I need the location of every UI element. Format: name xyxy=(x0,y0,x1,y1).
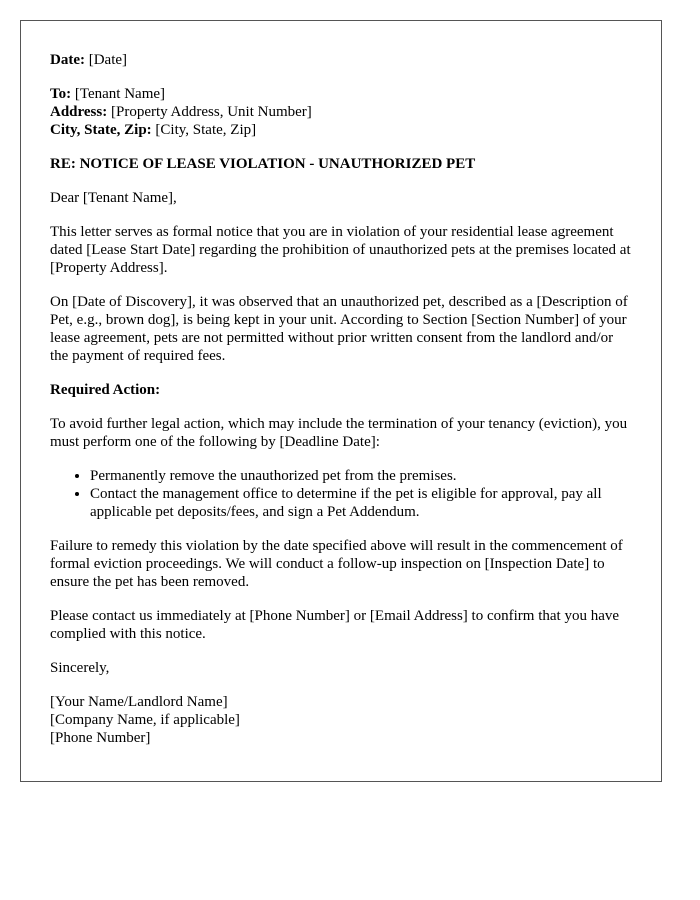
date-value: [Date] xyxy=(88,52,128,68)
body-paragraph-2: On [Date of Discovery], it was observed that an unauthorized pet, described as a [Description of Pet, e.g., brown dog], is being kept in your unit. According to Section [Section Number] of your lease agreement, pets are not permitted without prior written consent from the landlord and/or the payment of required fees. xyxy=(50,294,628,364)
city-label: City, State, Zip: xyxy=(50,122,152,138)
to-line xyxy=(50,85,633,103)
city-line xyxy=(50,121,633,139)
action-item: • Permanently remove the unauthorized pet from the premises. xyxy=(90,467,633,485)
address-line xyxy=(50,103,633,121)
subject-line: RE: NOTICE OF LEASE VIOLATION - UNAUTHORIZED PET xyxy=(50,156,476,172)
sign-off: Sincerely, xyxy=(50,660,110,676)
to-label: To: xyxy=(50,86,72,102)
required-action-heading: Required Action: xyxy=(50,382,161,398)
signer-name: [Your Name/Landlord Name] xyxy=(50,694,228,710)
salutation: Dear [Tenant Name], xyxy=(50,190,177,206)
address-label: Address: xyxy=(50,104,108,120)
date-label: Date: xyxy=(50,52,85,68)
recipient-block xyxy=(50,85,633,139)
action-list xyxy=(50,467,633,521)
body-paragraph-5: Please contact us immediately at [Phone Number] or [Email Address] to confirm that you have complied with this notice. xyxy=(50,608,620,642)
signer-company: [Company Name, if applicable] xyxy=(50,712,240,728)
action-item: • Contact the management office to determine if the pet is eligible for approval, pay all applicable pet deposits/fees, and sign a Pet Addendum. xyxy=(90,485,633,521)
signature-block xyxy=(50,693,633,747)
body-paragraph-3: To avoid further legal action, which may include the termination of your tenancy (eviction), you must perform one of the following by [Deadline Date]: xyxy=(50,416,628,450)
address-value: [Property Address, Unit Number] xyxy=(110,104,312,120)
signer-phone: [Phone Number] xyxy=(50,730,151,746)
to-value: [Tenant Name] xyxy=(74,86,166,102)
body-paragraph-1: This letter serves as formal notice that you are in violation of your residential lease agreement dated [Lease Start Date] regarding the prohibition of unauthorized pets at the premises located at [Property Address]. xyxy=(50,224,631,276)
body-paragraph-4: Failure to remedy this violation by the date specified above will result in the commencement of formal eviction proceedings. We will conduct a follow-up inspection on [Inspection Date] to ensure the pet has been removed. xyxy=(50,538,623,590)
city-value: [City, State, Zip] xyxy=(155,122,257,138)
date-line xyxy=(50,51,633,69)
letter-page xyxy=(20,20,662,782)
